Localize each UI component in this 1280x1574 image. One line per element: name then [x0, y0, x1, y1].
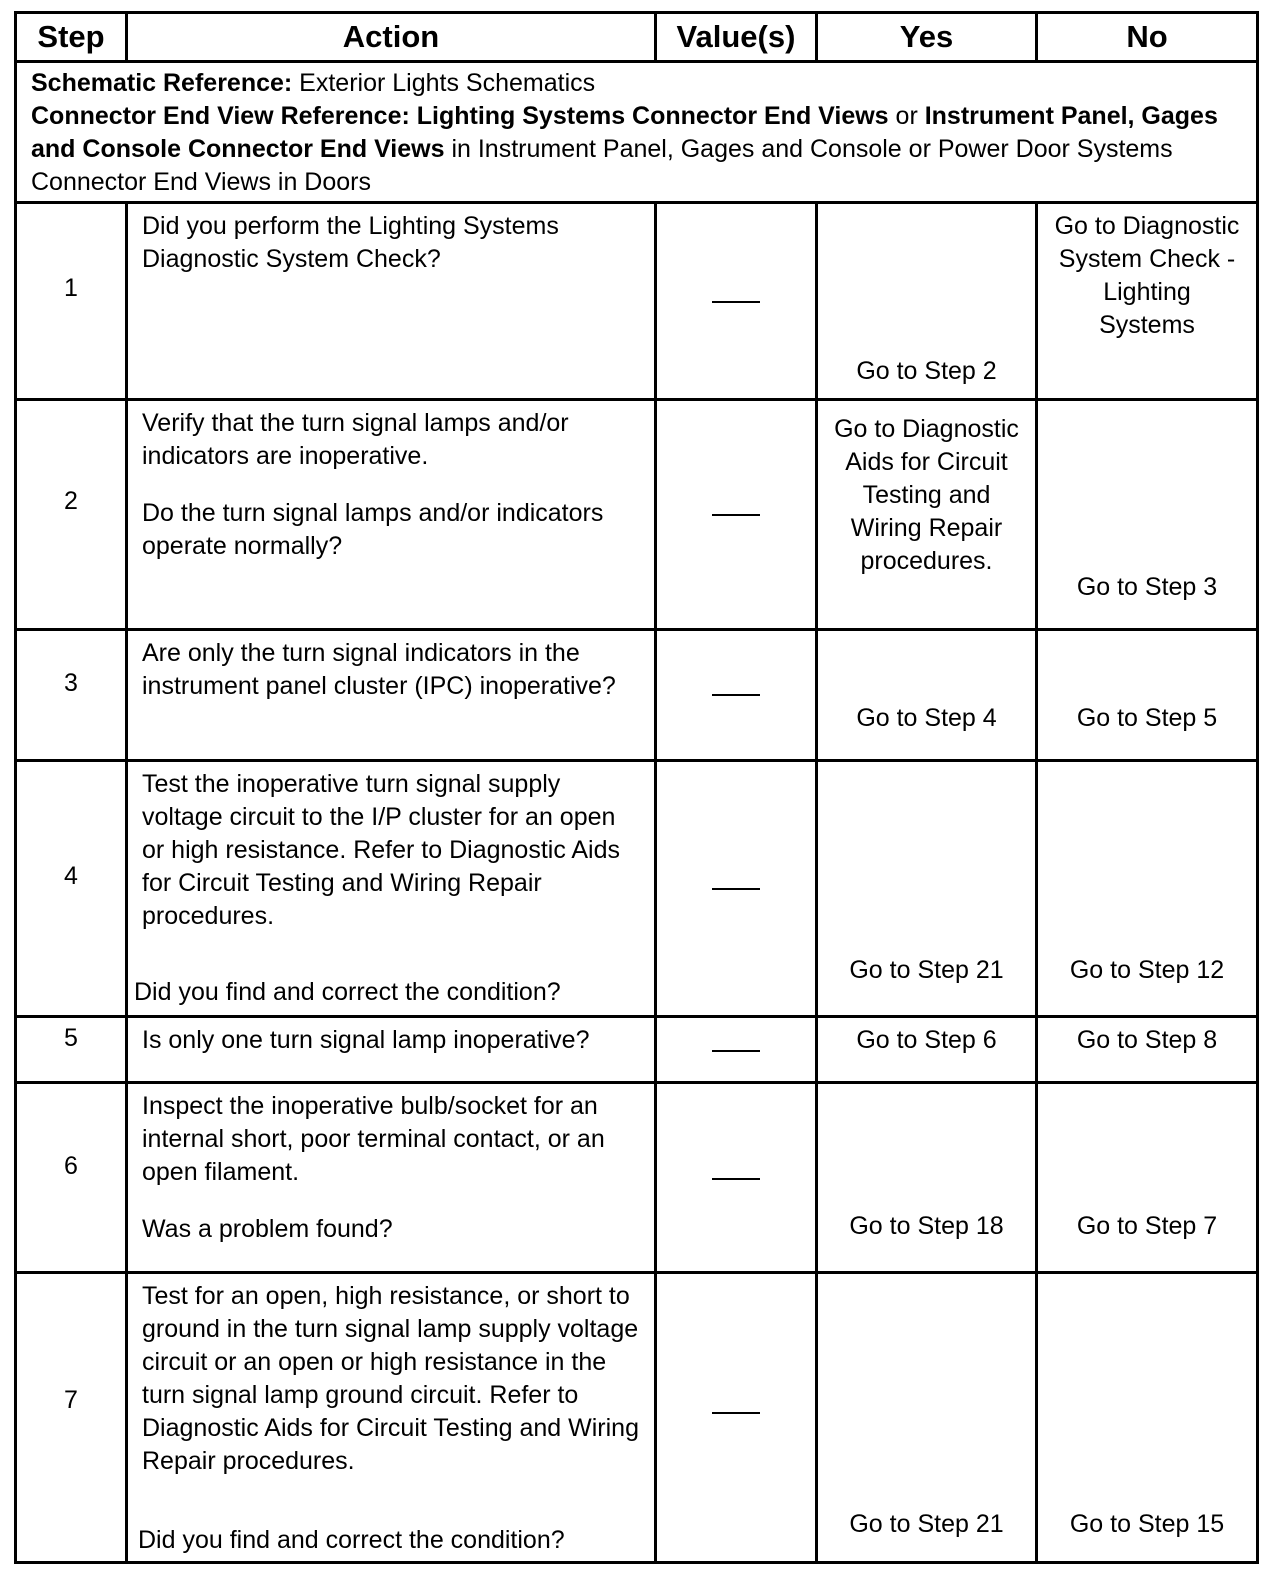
no-cell [1037, 203, 1258, 400]
yes-cell [817, 1083, 1037, 1273]
step-number-text: 4 [64, 862, 78, 890]
action-text: Is only one turn signal lamp inoperative? [142, 1026, 590, 1054]
connector-reference-label: Connector End View Reference: Lighting Systems Connector End Views [31, 102, 889, 130]
value-dash [712, 1050, 760, 1052]
step-number-text: 6 [64, 1152, 78, 1180]
no-cell [1037, 761, 1258, 1017]
step-number-text: 3 [64, 669, 78, 697]
no-cell [1037, 1273, 1258, 1563]
value-cell [656, 761, 817, 1017]
value-dash [712, 514, 760, 516]
no-cell [1037, 400, 1258, 630]
reference-row [16, 62, 1258, 203]
value-cell [656, 630, 817, 761]
value-cell [656, 400, 817, 630]
action-question: Was a problem found? [142, 1215, 393, 1243]
value-dash [712, 694, 760, 696]
header-no: No [1037, 13, 1258, 62]
action-text: Test for an open, high resistance, or short to ground in the turn signal lamp supply voltage circuit or an open or high resistance in the turn signal lamp ground circuit. Refer to Diagnostic Aids for Circuit Testing and Wiring Repair procedures. [142, 1282, 639, 1475]
yes-cell [817, 400, 1037, 630]
table-row [16, 761, 1258, 1017]
action-text: Inspect the inoperative bulb/socket for an internal short, poor terminal contact, or an open filament. [142, 1092, 605, 1186]
value-dash [712, 1178, 760, 1180]
no-text: Go to Step 12 [1069, 956, 1225, 984]
no-cell [1037, 1017, 1258, 1083]
diagnostic-table [14, 11, 1259, 1564]
action-question: Did you find and correct the condition? [134, 978, 561, 1006]
action-cell [127, 400, 656, 630]
step-number [16, 630, 127, 761]
yes-text: Go to Step 2 [856, 357, 997, 385]
schematic-reference-label: Schematic Reference: [31, 69, 293, 97]
action-text: Verify that the turn signal lamps and/or indicators are inoperative. [142, 409, 569, 470]
step-number-text: 5 [64, 1024, 78, 1052]
action-text: Test the inoperative turn signal supply voltage circuit to the I/P cluster for an open or high resistance. Refer to Diagnostic Aids for Circuit Testing and Wiring Repair procedures. [142, 770, 621, 930]
action-text: Did you perform the Lighting Systems Diagnostic System Check? [142, 212, 559, 273]
table-row [16, 1083, 1258, 1273]
table-row [16, 400, 1258, 630]
value-cell [656, 203, 817, 400]
no-text: Go to Step 8 [1076, 1026, 1218, 1054]
yes-text: Go to Step 21 [849, 1510, 1004, 1538]
action-text: Are only the turn signal indicators in the instrument panel cluster (IPC) inoperative? [142, 639, 616, 700]
action-question: Did you find and correct the condition? [138, 1526, 565, 1554]
table-row [16, 630, 1258, 761]
header-row [16, 13, 1258, 62]
action-cell [127, 1083, 656, 1273]
table-row [16, 1273, 1258, 1563]
step-number-text: 2 [64, 487, 78, 515]
step-number [16, 1083, 127, 1273]
schematic-reference-text: Exterior Lights Schematics [292, 69, 596, 97]
action-cell [127, 1273, 656, 1563]
yes-text: Go to Step 4 [856, 704, 997, 732]
yes-cell [817, 761, 1037, 1017]
no-text: Go to Diagnostic System Check - Lighting Systems [1054, 212, 1240, 339]
action-cell [127, 203, 656, 400]
header-step: Step [16, 13, 127, 62]
action-cell [127, 1017, 656, 1083]
no-text: Go to Step 7 [1076, 1212, 1218, 1240]
no-text: Go to Step 15 [1069, 1510, 1225, 1538]
yes-text: Go to Step 18 [849, 1212, 1004, 1240]
yes-text: Go to Step 21 [849, 956, 1004, 984]
yes-cell [817, 630, 1037, 761]
action-question: Do the turn signal lamps and/or indicators operate normally? [142, 499, 604, 560]
header-action: Action [127, 13, 656, 62]
value-cell [656, 1017, 817, 1083]
value-cell [656, 1083, 817, 1273]
step-number-text: 1 [64, 274, 78, 302]
table-row [16, 203, 1258, 400]
value-dash [712, 1412, 760, 1414]
value-cell [656, 1273, 817, 1563]
step-number [16, 1017, 127, 1083]
yes-cell [817, 1017, 1037, 1083]
value-dash [712, 888, 760, 890]
no-cell [1037, 1083, 1258, 1273]
connector-reference-or: or [888, 102, 925, 130]
header-yes: Yes [817, 13, 1037, 62]
action-cell [127, 761, 656, 1017]
step-number [16, 1273, 127, 1563]
yes-cell [817, 1273, 1037, 1563]
value-dash [712, 301, 760, 303]
header-values: Value(s) [656, 13, 817, 62]
step-number [16, 761, 127, 1017]
no-text: Go to Step 5 [1076, 704, 1218, 732]
connector-reference-ipc: Instrument Panel, Gages and Console Connector End Views [31, 102, 1218, 163]
no-cell [1037, 630, 1258, 761]
yes-text: Go to Step 6 [856, 1026, 997, 1054]
action-cell [127, 630, 656, 761]
no-text: Go to Step 3 [1076, 573, 1218, 601]
step-number-text: 7 [64, 1386, 78, 1414]
table-row [16, 1017, 1258, 1083]
step-number [16, 203, 127, 400]
yes-cell [817, 203, 1037, 400]
yes-text: Go to Diagnostic Aids for Circuit Testing and Wiring Repair procedures. [834, 415, 1019, 575]
step-number [16, 400, 127, 630]
connector-reference-rest: in Instrument Panel, Gages and Console or Power Door Systems Connector End Views in Doors [31, 135, 1173, 196]
reference-cell [16, 62, 1258, 203]
